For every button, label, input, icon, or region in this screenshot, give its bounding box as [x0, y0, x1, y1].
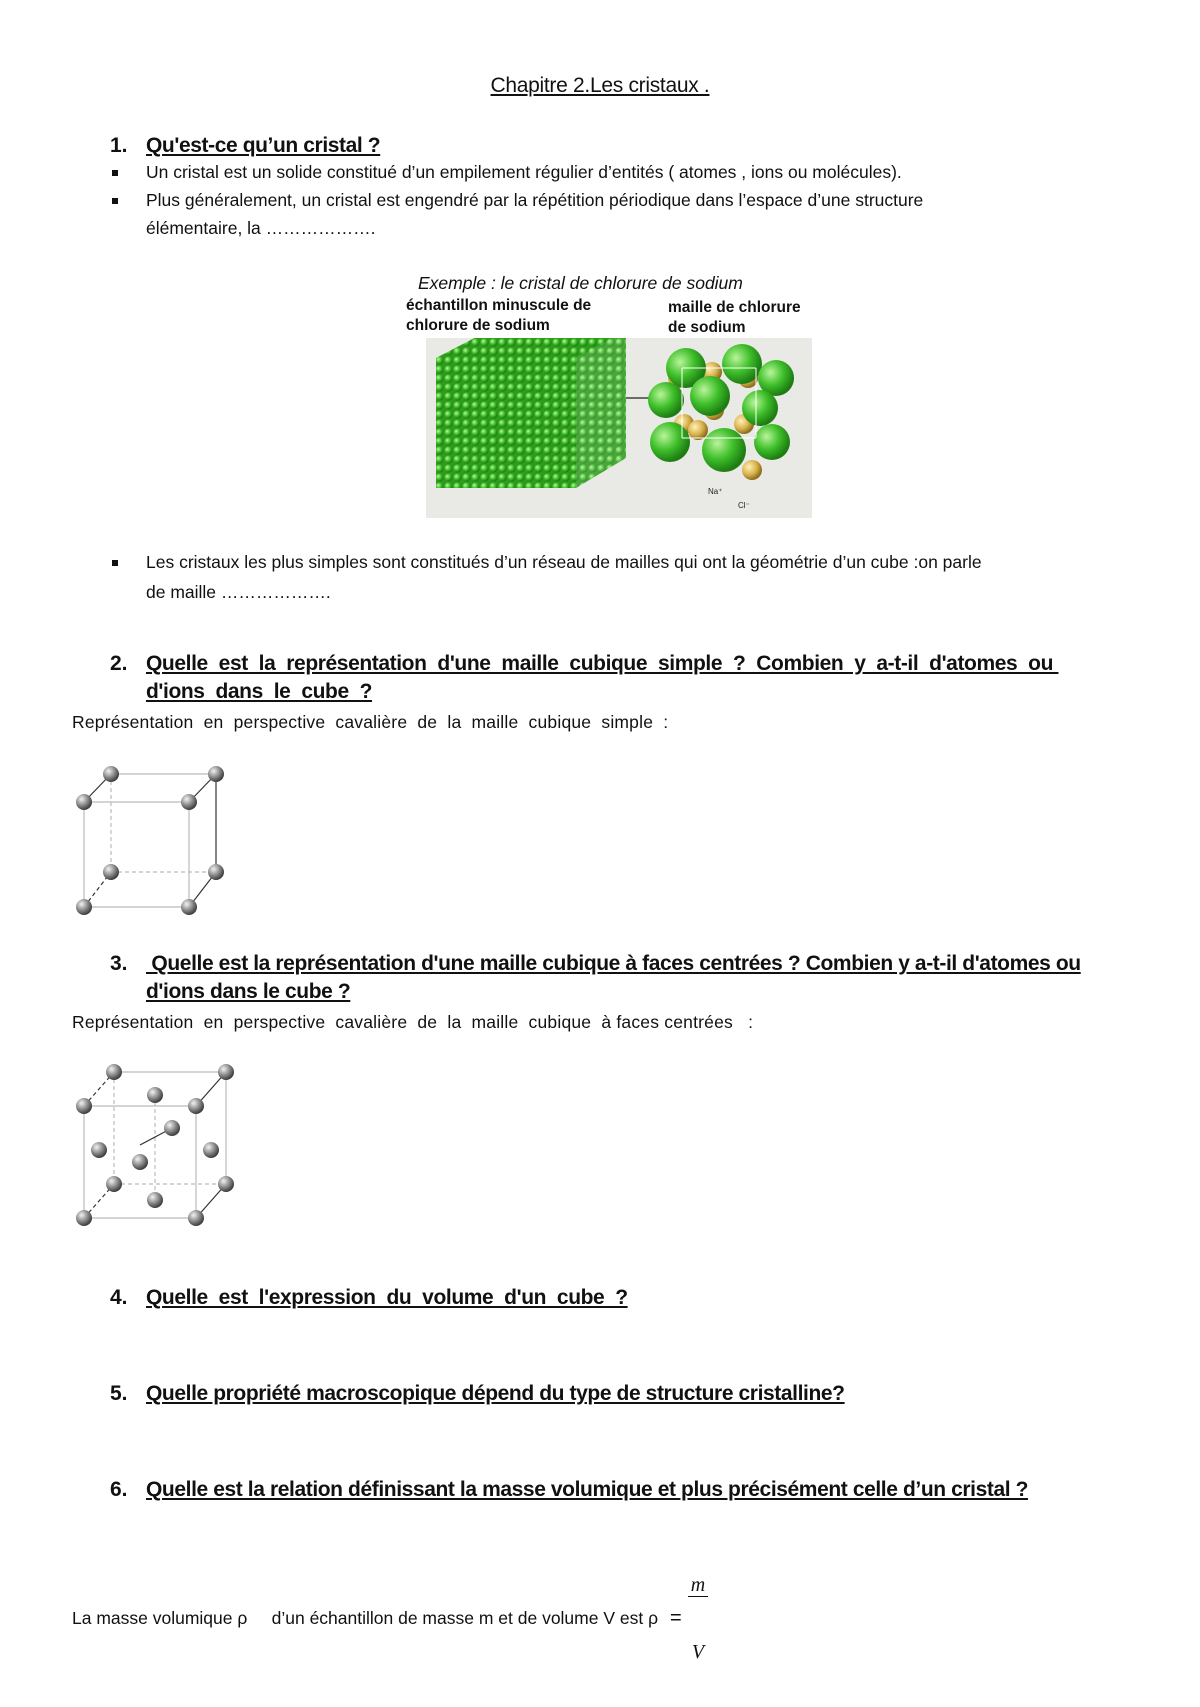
q1-heading: Qu'est-ce qu’un cristal ? — [146, 134, 381, 157]
figure-left-label-line1: échantillon minuscule de — [406, 297, 592, 314]
q4-number: 4. — [110, 1286, 128, 1309]
cl-label: Cl⁻ — [738, 501, 750, 510]
formula-numerator: m — [688, 1574, 708, 1597]
nacl-figure-image — [426, 338, 812, 518]
q3-heading-line2: d'ions dans le cube ? — [146, 980, 351, 1003]
formula-equals: = — [670, 1607, 682, 1629]
figure-right-label-line1: maille de chlorure — [668, 299, 801, 316]
fcc-cell-diagram — [64, 1050, 244, 1240]
q1-bullet-2-cont: élémentaire, la ………………. — [146, 218, 376, 238]
bullet-marker — [112, 560, 118, 566]
formula-text: La masse volumique ρ d’un échantillon de masse m et de volume V est ρ — [72, 1608, 659, 1628]
q6-heading: Quelle est la relation définissant la masse volumique et plus précisément celle d’un cristal ? — [146, 1478, 1029, 1501]
q5-heading: Quelle propriété macroscopique dépend du type de structure cristalline? — [146, 1382, 845, 1405]
q5-number: 5. — [110, 1382, 128, 1405]
q6-number: 6. — [110, 1478, 128, 1501]
bullet-marker — [112, 198, 118, 204]
figure-right-label — [668, 298, 801, 338]
q2-number: 2. — [110, 652, 128, 675]
figure-right-label-line2: de sodium — [668, 319, 746, 336]
q1-number: 1. — [110, 134, 128, 157]
nacl-illustration — [426, 338, 812, 518]
q2-heading-line2: d'ions dans le cube ? — [146, 680, 373, 703]
q3-subtitle: Représentation en perspective cavalière de la maille cubique à faces centrées : — [72, 1012, 754, 1032]
formula-denominator: V — [691, 1641, 705, 1663]
q4-heading: Quelle est l'expression du volume d'un cube ? — [146, 1286, 628, 1309]
page-title: Chapitre 2.Les cristaux . — [490, 74, 710, 97]
bullet-marker — [112, 170, 118, 176]
bullet3-line1: Les cristaux les plus simples sont constitués d’un réseau de mailles qui ont la géométrie d’un cube :on parle — [146, 552, 982, 572]
nacl-unit-cell — [648, 344, 794, 480]
density-formula — [72, 1530, 708, 1707]
q1-bullet-2: Plus généralement, un cristal est engendré par la répétition périodique dans l’espace d’une structure — [146, 190, 924, 210]
bullet3-line2: de maille ………………. — [146, 582, 331, 602]
q2-heading-line1: Quelle est la représentation d'une maille cubique simple ? Combien y a-t-il d'atomes ou — [146, 652, 1059, 675]
nacl-crystal-cube — [436, 338, 626, 488]
figure-left-label-line2: chlorure de sodium — [406, 317, 550, 334]
figure-left-label — [406, 296, 591, 336]
figure-caption: Exemple : le cristal de chlorure de sodium — [418, 273, 743, 293]
q3-number: 3. — [110, 952, 128, 975]
na-label: Na⁺ — [708, 487, 723, 496]
simple-cubic-cell-diagram — [64, 752, 234, 922]
q1-bullet-1: Un cristal est un solide constitué d’un empilement régulier d’entités ( atomes , ions ou molécules). — [146, 162, 902, 182]
q2-subtitle: Représentation en perspective cavalière de la maille cubique simple : — [72, 712, 669, 732]
q3-heading-line1: Quelle est la représentation d'une maille cubique à faces centrées ? Combien y a-t-il d'atomes ou — [146, 952, 1081, 975]
formula-fraction — [688, 1530, 708, 1707]
